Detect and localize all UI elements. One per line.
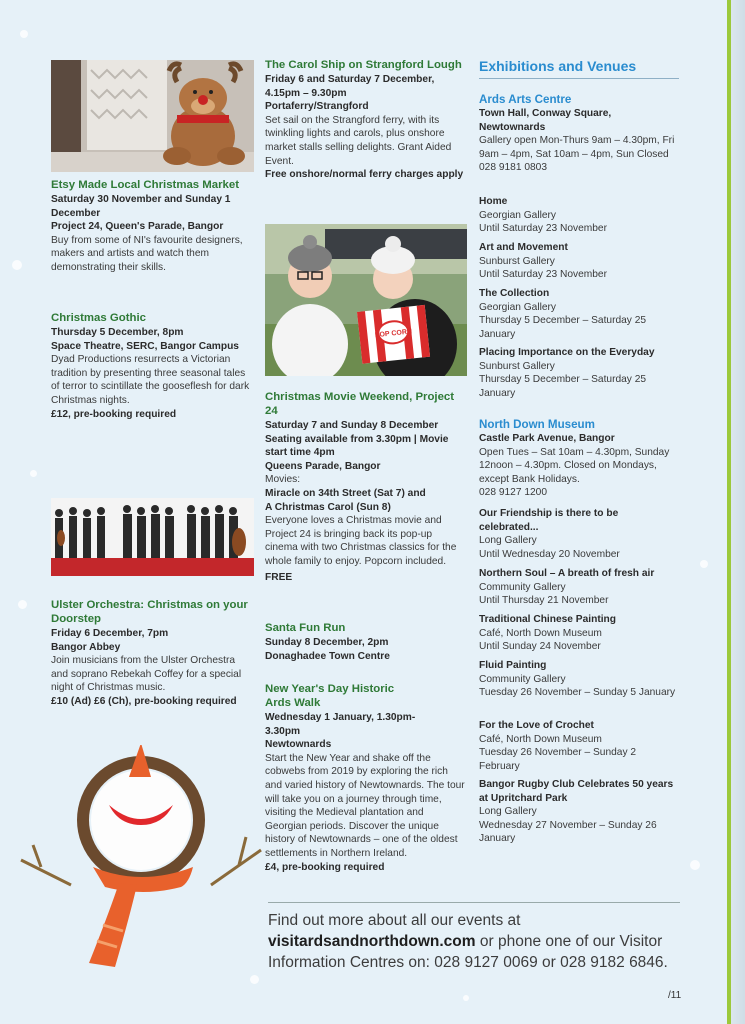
event-date: Saturday 7 and Sunday 8 December bbox=[265, 420, 439, 431]
event-description: Join musicians from the Ulster Orchestra and soprano Rebekah Coffey for a special night of Christmas music. bbox=[51, 655, 242, 694]
event-description: Buy from some of NI's favourite designers, makers and artists and watch them demonstrating their skills. bbox=[51, 234, 243, 273]
footer-intro: Find out more about all our events at bbox=[268, 912, 521, 929]
venue-address: Castle Park Avenue, Bangor bbox=[479, 433, 615, 444]
exhibition-item bbox=[479, 613, 679, 654]
exhibition-place: Sunburst Gallery bbox=[479, 255, 555, 267]
event-title: Christmas Gothic bbox=[51, 312, 146, 324]
event-title: Etsy Made Local Christmas Market bbox=[51, 179, 240, 191]
event-christmas-gothic bbox=[51, 311, 254, 421]
event-price: £12, pre-booking required bbox=[51, 408, 177, 420]
exhibition-title: Northern Soul – A breath of fresh air bbox=[479, 568, 655, 579]
event-location: Bangor Abbey bbox=[51, 641, 121, 653]
event-date: Wednesday 1 January, 1.30pm-3.30pm bbox=[265, 712, 416, 737]
event-movie-1: Miracle on 34th Street (Sat 7) and bbox=[265, 487, 426, 499]
exhibition-title: Home bbox=[479, 196, 508, 207]
event-title: Christmas Movie Weekend, Project 24 bbox=[265, 391, 455, 417]
orchestra-image bbox=[51, 498, 254, 576]
event-location: Newtownards bbox=[265, 739, 332, 751]
event-date: Friday 6 and Saturday 7 December, 4.15pm – 9.30pm bbox=[265, 74, 435, 99]
event-price: £4, pre-booking required bbox=[265, 861, 385, 873]
exhibition-place: Café, North Down Museum bbox=[479, 627, 602, 639]
event-movies-label: Movies: bbox=[265, 474, 301, 486]
page-number: /11 bbox=[668, 990, 682, 1001]
event-title: The Carol Ship on Strangford Lough bbox=[265, 59, 462, 71]
snowflake bbox=[20, 30, 28, 38]
exhibition-title: For the Love of Crochet bbox=[479, 720, 594, 731]
event-date: Thursday 5 December, 8pm bbox=[51, 327, 184, 338]
snowflake bbox=[690, 860, 700, 870]
snowflake bbox=[250, 975, 259, 984]
venue-name: Ards Arts Centre bbox=[479, 93, 572, 106]
section-title: Exhibitions and Venues bbox=[479, 58, 637, 74]
exhibition-title: Art and Movement bbox=[479, 242, 568, 253]
reindeer-teddy-image bbox=[51, 60, 254, 172]
footer-website-link[interactable]: visitardsandnorthdown.com bbox=[268, 933, 476, 950]
event-description: Set sail on the Strangford ferry, with its twinkling lights and carols, plus onshore market stalls selling delights. Grant Aided Event. bbox=[265, 114, 452, 167]
venue-ards-arts-centre bbox=[479, 93, 679, 175]
venue-hours: Gallery open Mon-Thurs 9am – 4.30pm, Fri 9am – 4pm, Sat 10am – 4pm, Sun Closed bbox=[479, 135, 675, 160]
section-heading-exhibitions bbox=[479, 57, 679, 79]
snowflake bbox=[12, 260, 22, 270]
event-movie-2: A Christmas Carol (Sun 8) bbox=[265, 501, 391, 513]
venue-phone: 028 9127 1200 bbox=[479, 487, 547, 499]
snowflake bbox=[18, 600, 27, 609]
section-divider bbox=[479, 78, 679, 79]
exhibition-title: Traditional Chinese Painting bbox=[479, 614, 616, 625]
venue-address: Town Hall, Conway Square, Newtownards bbox=[479, 108, 612, 133]
exhibition-dates: Thursday 5 December – Saturday 25 January bbox=[479, 315, 647, 340]
exhibition-title: Fluid Painting bbox=[479, 660, 547, 671]
page-edge-accent bbox=[727, 0, 731, 1024]
venue-north-down-museum bbox=[479, 418, 679, 500]
event-description: Start the New Year and shake off the cobwebs from 2019 by exploring the rich and varied history of Newtownards. The tour will take you on a journey through time, visiting the Medieval plantation and Georgian periods. Discover the unique history of Newtownards – one of the oldest settlements in Northern Ireland. bbox=[265, 752, 465, 859]
venue-phone: 028 9181 0803 bbox=[479, 162, 547, 174]
event-price: FREE bbox=[265, 571, 293, 583]
event-date: Sunday 8 December, 2pm bbox=[265, 637, 389, 648]
exhibition-dates: Tuesday 26 November – Sunday 2 February bbox=[479, 747, 637, 772]
event-description: Dyad Productions resurrects a Victorian tradition by presenting three seasonal tales of terror to scintillate the gooseflesh for dark Christmas nights. bbox=[51, 354, 250, 406]
event-location: Queens Parade, Bangor bbox=[265, 460, 381, 472]
exhibition-place: Georgian Gallery bbox=[479, 209, 557, 221]
exhibition-title: Bangor Rugby Club Celebrates 50 years at Upritchard Park bbox=[479, 779, 674, 804]
exhibition-title: Placing Importance on the Everyday bbox=[479, 347, 655, 358]
event-price: £10 (Ad) £6 (Ch), pre-booking required bbox=[51, 695, 237, 707]
footer-info bbox=[268, 910, 688, 973]
event-title: Santa Fun Run bbox=[265, 622, 346, 634]
exhibition-place: Community Gallery bbox=[479, 581, 566, 593]
exhibition-dates: Tuesday 26 November – Sunday 5 January bbox=[479, 687, 676, 699]
event-ulster-orchestra bbox=[51, 598, 254, 709]
event-description: Everyone loves a Christmas movie and Project 24 is bringing back its pop-up cinema with two Christmas classics for the whole family to enjoy. Popcorn included. bbox=[265, 515, 457, 567]
event-new-years-walk bbox=[265, 682, 467, 874]
snowman-illustration bbox=[11, 745, 271, 970]
venue-hours: Open Tues – Sat 10am – 4.30pm, Sunday 12noon – 4.30pm. Closed on Mondays, except Bank Holidays. bbox=[479, 446, 670, 485]
exhibition-dates: Until Sunday 24 November bbox=[479, 641, 601, 653]
exhibition-item bbox=[479, 778, 679, 846]
event-etsy-market bbox=[51, 178, 254, 275]
exhibition-item bbox=[479, 346, 679, 400]
exhibition-place: Long Gallery bbox=[479, 806, 537, 818]
exhibition-dates: Until Saturday 23 November bbox=[479, 269, 607, 281]
event-seating: Seating available from 3.30pm | Movie start time 4pm bbox=[265, 433, 449, 459]
exhibition-dates: Until Thursday 21 November bbox=[479, 595, 609, 607]
snowflake bbox=[700, 560, 708, 568]
footer-divider bbox=[268, 902, 680, 903]
event-date: Friday 6 December, 7pm bbox=[51, 628, 169, 639]
exhibition-item bbox=[479, 195, 679, 236]
event-carol-ship bbox=[265, 58, 467, 182]
exhibition-place: Café, North Down Museum bbox=[479, 733, 602, 745]
exhibition-place: Long Gallery bbox=[479, 535, 537, 547]
exhibition-item bbox=[479, 507, 679, 561]
exhibition-place: Sunburst Gallery bbox=[479, 360, 555, 372]
snowflake bbox=[463, 995, 469, 1001]
event-santa-fun-run bbox=[265, 621, 467, 663]
exhibition-item bbox=[479, 719, 679, 773]
exhibition-title: The Collection bbox=[479, 288, 550, 299]
exhibition-dates: Until Saturday 23 November bbox=[479, 223, 607, 235]
exhibition-item bbox=[479, 287, 679, 341]
event-location: Donaghadee Town Centre bbox=[265, 650, 390, 662]
event-date: Saturday 30 November and Sunday 1 December bbox=[51, 194, 231, 219]
snowflake bbox=[30, 470, 37, 477]
exhibition-dates: Thursday 5 December – Saturday 25 January bbox=[479, 374, 647, 399]
exhibition-item bbox=[479, 659, 679, 700]
footer-contact: or phone one of our Visitor Information Centres on: 028 9127 0069 or 028 9182 6846. bbox=[268, 933, 668, 971]
popcorn-box-label: POP CORN bbox=[374, 328, 413, 340]
exhibition-dates: Wednesday 27 November – Sunday 26 January bbox=[479, 819, 657, 845]
exhibition-item bbox=[479, 241, 679, 282]
event-location: Project 24, Queen's Parade, Bangor bbox=[51, 221, 224, 233]
exhibition-item bbox=[479, 567, 679, 608]
event-title: New Year's Day Historic Ards Walk bbox=[265, 683, 395, 709]
event-location: Portaferry/Strangford bbox=[265, 101, 369, 113]
children-popcorn-image bbox=[265, 224, 467, 376]
venue-name: North Down Museum bbox=[479, 418, 595, 431]
event-price: Free onshore/normal ferry charges apply bbox=[265, 169, 464, 181]
exhibition-title: Our Friendship is there to be celebrated... bbox=[479, 508, 619, 533]
exhibition-place: Community Gallery bbox=[479, 673, 566, 685]
exhibition-dates: Until Wednesday 20 November bbox=[479, 548, 620, 560]
event-location: Space Theatre, SERC, Bangor Campus bbox=[51, 340, 239, 352]
event-christmas-movie-weekend bbox=[265, 390, 467, 584]
event-title: Ulster Orchestra: Christmas on your Doorstep bbox=[51, 599, 248, 625]
exhibition-place: Georgian Gallery bbox=[479, 301, 557, 313]
